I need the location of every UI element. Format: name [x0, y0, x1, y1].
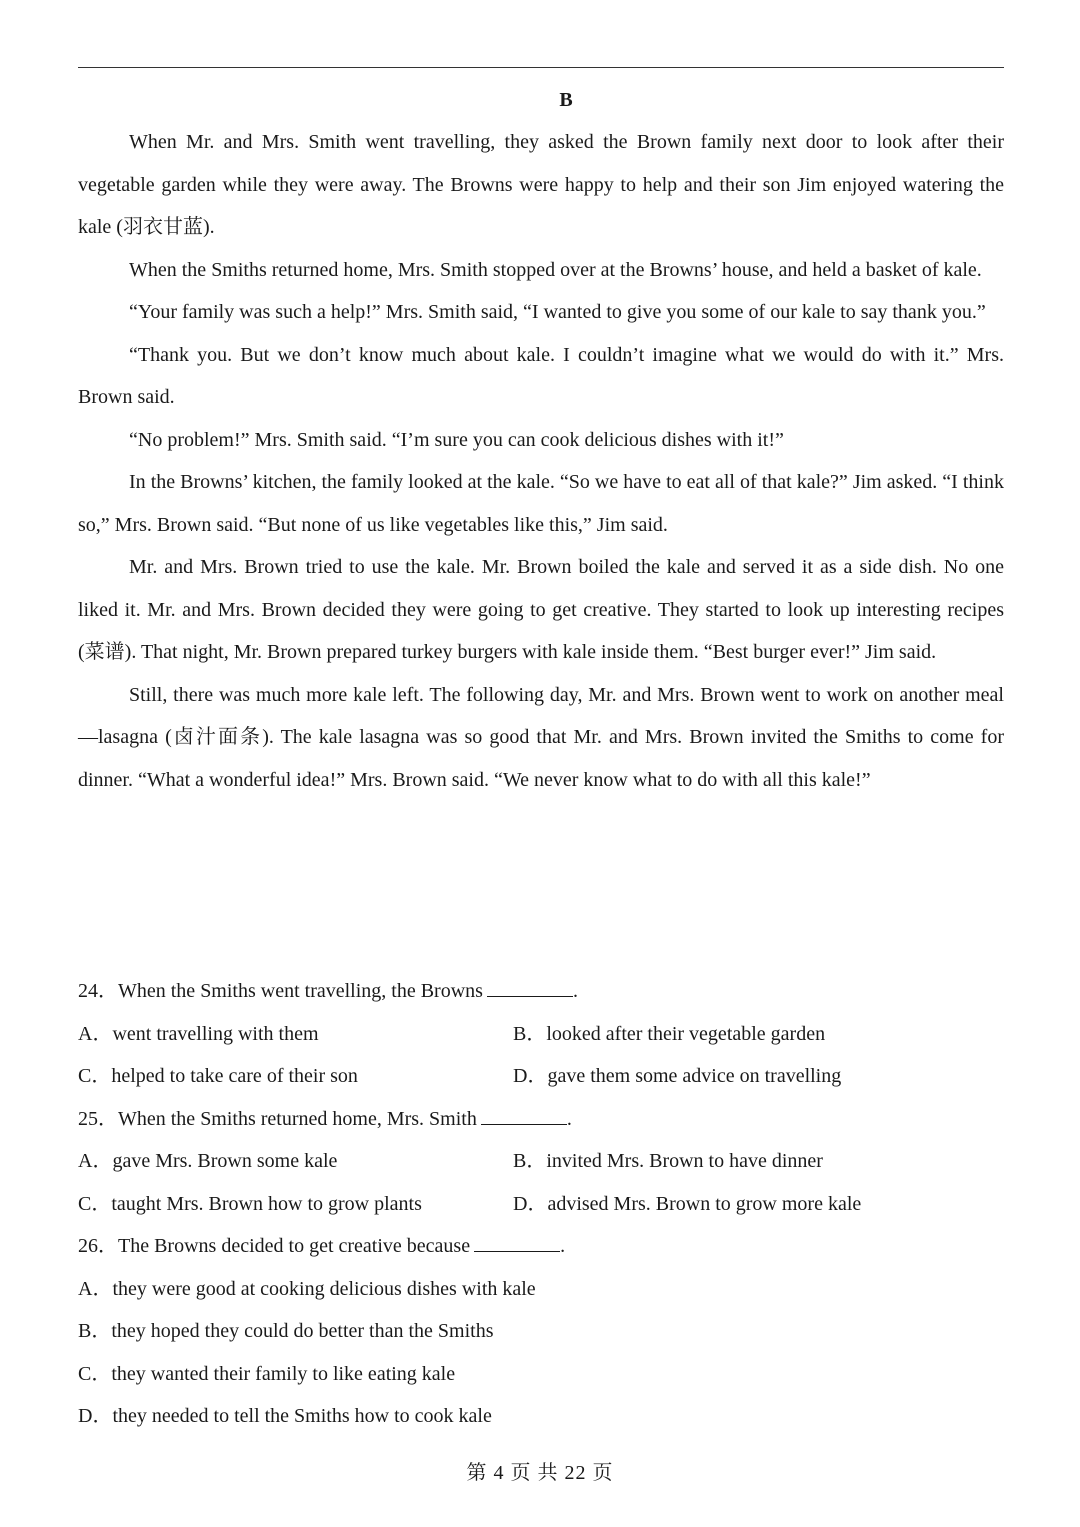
question-stem: The Browns decided to get creative because [118, 1235, 471, 1257]
passage-paragraph: Mr. and Mrs. Brown tried to use the kale. Mr. Brown boiled the kale and served it as a side dish. No one liked it. Mr. and Mrs. Brown decided they were going to get creative. They started to look up interesting recipes (菜谱). That night, Mr. Brown prepared turkey burgers with kale inside them. “Best burger ever!” Jim said. [78, 556, 1004, 663]
option-text: they wanted their family to like eating kale [111, 1362, 456, 1385]
option-letter: D． [513, 1065, 548, 1087]
question-end: . [560, 1235, 566, 1257]
option-d[interactable] [78, 1395, 1004, 1438]
option-a[interactable] [78, 1013, 513, 1056]
question-number: 24． [78, 980, 118, 1002]
header-rule [78, 67, 1004, 68]
option-b[interactable] [513, 1013, 948, 1056]
question-25 [78, 1098, 1004, 1141]
option-letter: A． [78, 1022, 113, 1045]
option-letter: C． [78, 1192, 112, 1215]
option-letter: B． [513, 1150, 547, 1172]
passage-paragraph: “Your family was such a help!” Mrs. Smith said, “I wanted to give you some of our kale to say thank you.” [129, 301, 986, 323]
option-letter: B． [513, 1022, 547, 1045]
option-text: invited Mrs. Brown to have dinner [546, 1150, 823, 1172]
option-b[interactable] [78, 1310, 1004, 1353]
option-text: helped to take care of their son [111, 1065, 358, 1087]
question-number: 25． [78, 1107, 118, 1130]
answer-blank [474, 1229, 560, 1252]
answer-blank [487, 974, 573, 997]
question-end: . [572, 980, 578, 1002]
question-24 [78, 970, 1004, 1013]
question-stem: When the Smiths returned home, Mrs. Smith [118, 1107, 477, 1130]
option-c[interactable] [78, 1183, 513, 1226]
passage-paragraph: In the Browns’ kitchen, the family looked at the kale. “So we have to eat all of that kale?” Jim asked. “I think so,” Mrs. Brown said. “But none of us like vegetables like this,” Jim said. [78, 471, 1004, 536]
answer-blank [481, 1102, 567, 1125]
question-stem: When the Smiths went travelling, the Browns [118, 980, 483, 1002]
option-a[interactable] [78, 1268, 1004, 1311]
option-text: taught Mrs. Brown how to grow plants [111, 1192, 422, 1215]
option-text: they needed to tell the Smiths how to cook kale [112, 1405, 492, 1427]
option-letter: C． [78, 1065, 112, 1087]
question-list [78, 970, 1004, 1438]
option-letter: D． [513, 1192, 548, 1215]
passage-paragraph: “No problem!” Mrs. Smith said. “I’m sure you can cook delicious dishes with it!” [129, 428, 784, 451]
reading-passage [78, 121, 1004, 801]
option-letter: A． [78, 1150, 113, 1172]
passage-paragraph: When Mr. and Mrs. Smith went travelling, they asked the Brown family next door to look after their vegetable garden while they were away. The Browns were happy to help and their son Jim enjoyed watering the kale (羽衣甘蓝). [78, 131, 1004, 238]
question-26 [78, 1225, 1004, 1268]
option-c[interactable] [78, 1055, 513, 1098]
passage-paragraph: When the Smiths returned home, Mrs. Smith stopped over at the Browns’ house, and held a basket of kale. [129, 258, 982, 281]
question-number: 26． [78, 1235, 118, 1257]
option-row [78, 1055, 1004, 1098]
option-row [78, 1140, 1004, 1183]
option-text: they were good at cooking delicious dishes with kale [112, 1277, 536, 1300]
passage-paragraph: Still, there was much more kale left. The following day, Mr. and Mrs. Brown went to work on another meal—lasagna (卤汁面条). The kale lasagna was so good that Mr. and Mrs. Brown invited the Smiths to come for dinner. “What a wonderful idea!” Mrs. Brown said. “We never know what to do with all this kale!” [78, 683, 1004, 791]
option-letter: D． [78, 1405, 113, 1427]
option-text: advised Mrs. Brown to grow more kale [547, 1192, 862, 1215]
option-c[interactable] [78, 1353, 1004, 1396]
page-number: 第 4 页 共 22 页 [466, 1462, 614, 1484]
section-title: B [559, 89, 573, 111]
option-d[interactable] [513, 1055, 948, 1098]
option-text: they hoped they could do better than the Smiths [111, 1320, 494, 1342]
option-a[interactable] [78, 1140, 513, 1183]
option-text: gave Mrs. Brown some kale [112, 1150, 338, 1172]
option-text: looked after their vegetable garden [546, 1022, 826, 1045]
option-d[interactable] [513, 1183, 948, 1226]
option-row [78, 1183, 1004, 1226]
option-text: went travelling with them [112, 1022, 319, 1045]
option-row [78, 1013, 1004, 1056]
question-end: . [566, 1107, 572, 1130]
option-letter: B． [78, 1320, 112, 1342]
option-letter: C． [78, 1362, 112, 1385]
passage-paragraph: “Thank you. But we don’t know much about kale. I couldn’t imagine what we would do with it.” Mrs. Brown said. [78, 343, 1004, 408]
option-letter: A． [78, 1277, 113, 1300]
option-text: gave them some advice on travelling [547, 1065, 842, 1087]
option-b[interactable] [513, 1140, 948, 1183]
